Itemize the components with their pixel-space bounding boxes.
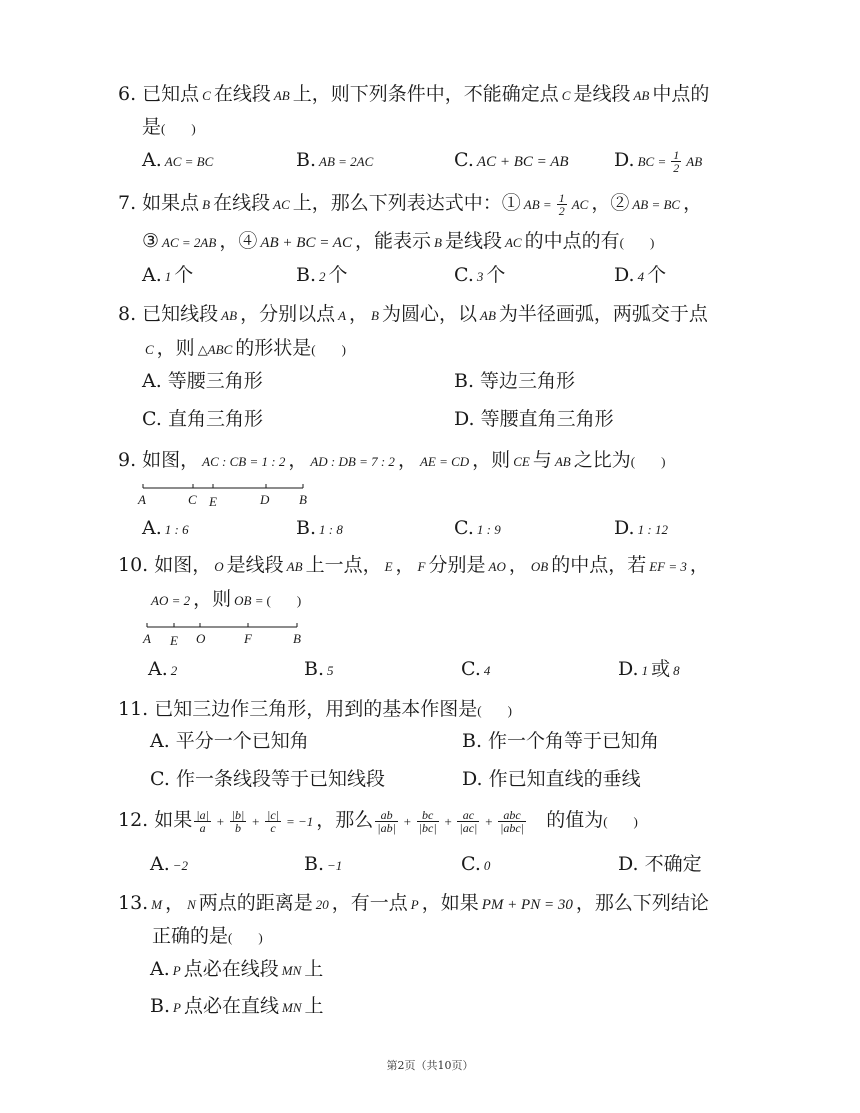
q10-option-c: C. 4: [461, 658, 491, 680]
q7-option-d: D. 4 个: [614, 264, 667, 286]
q13-stem: 13. M ， N 两点的距离是 20 ，有一点 P ，如果 PM + PN = 30 ，那么下列结论: [118, 892, 709, 914]
q13-option-a: A. P 点必在线段 MN 上: [150, 958, 324, 980]
q9-stem: 9. 如图， AC : CB = 1 : 2 ， AD : DB = 7 : 2 ， AE = CD ，则 CE 与 AB 之比为( ): [118, 449, 666, 471]
q10-label-f: F: [244, 631, 252, 646]
q7-option-b: B. 2 个: [296, 264, 348, 286]
q9-label-c: C: [188, 492, 197, 507]
q8-option-c: C. 直角三角形: [142, 408, 263, 430]
q10-figure: [142, 621, 322, 649]
q7-stem-2: ③ AC = 2AB ，④ AB + BC = AC ，能表示 B 是线段 AC 的中点的有( ): [142, 230, 655, 252]
q10-option-b: B. 5: [304, 658, 334, 680]
q10-label-e: E: [170, 633, 178, 648]
q12-option-c: C. 0: [461, 853, 491, 875]
q8-stem: 8. 已知线段 AB ，分别以点 A ， B 为圆心，以 AB 为半径画弧，两弧交于点: [118, 303, 708, 325]
q10-option-a: A. 2: [148, 658, 178, 680]
q10-stem: 10. 如图， O 是线段 AB 上一点， E ， F 分别是 AO ， OB 的中点，若 EF = 3 ，: [118, 554, 709, 576]
q6-option-d: D. BC = $\frac{1}{2}$ AB: [614, 147, 703, 175]
q12-option-d: D. 不确定: [618, 853, 702, 875]
q11-stem: 11. 已知三边作三角形，用到的基本作图是( ): [118, 698, 512, 720]
q13-option-b: B. P 点必在直线 MN 上: [150, 995, 324, 1017]
q12-option-a: A. −2: [150, 853, 189, 875]
q7-stem: 7. 如果点 B 在线段 AC 上，那么下列表达式中：① AB = $\frac{1}{2}$ AC ，② AB = BC ，: [118, 190, 703, 218]
q9-option-c: C. 1 : 9: [454, 517, 501, 539]
q9-figure: [138, 482, 318, 510]
q9-option-b: B. 1 : 8: [296, 517, 343, 539]
q10-label-o: O: [196, 631, 206, 646]
q9-label-d: D: [260, 492, 270, 507]
page-footer: 第2页（共10页）: [386, 1059, 474, 1072]
q7-option-c: C. 3 个: [454, 264, 506, 286]
q9-label-e: E: [209, 494, 217, 509]
q9-option-a: A. 1 : 6: [142, 517, 189, 539]
q6-stem-2: 是( ): [142, 116, 196, 138]
q12-stem: 12. 如果 $\frac{|a|}{a}$ + $\frac{|b|}{b}$ + $\frac{|c|}{c}$ = −1 ，那么 $\frac{ab}{|ab|}$ + $\frac{bc}{|bc|}$ + $\frac{ac}{|ac|}$ + $\frac{\text{abc}}{\text{|abc|}}$ 的值为( ): [118, 807, 638, 835]
q11-option-c: C. 作一条线段等于已知线段: [150, 768, 385, 790]
q9-label-b: B: [299, 492, 307, 507]
q6-stem: 6. 已知点 C 在线段 AB 上，则下列条件中，不能确定点 C 是线段 AB 中点的: [118, 83, 710, 105]
q9-label-a: A: [138, 492, 146, 507]
q8-option-a: A. 等腰三角形: [142, 370, 263, 392]
q10-label-b: B: [293, 631, 301, 646]
q11-option-d: D. 作已知直线的垂线: [462, 768, 641, 790]
q13-stem-2: 正确的是( ): [152, 925, 263, 947]
q8-option-d: D. 等腰直角三角形: [454, 408, 614, 430]
q11-option-b: B. 作一个角等于已知角: [462, 730, 660, 752]
q8-option-b: B. 等边三角形: [454, 370, 576, 392]
q6-option-a: A. AC = BC: [142, 149, 214, 171]
q11-option-a: A. 平分一个已知角: [150, 730, 309, 752]
q9-option-d: D. 1 : 12: [614, 517, 668, 539]
q7-option-a: A. 1 个: [142, 264, 194, 286]
q6-option-b: B. AB = 2AC: [296, 149, 374, 171]
q12-option-b: B. −1: [304, 853, 343, 875]
q6-option-c: C. AC + BC = AB: [454, 149, 569, 171]
q8-stem-2: C ，则 △ABC 的形状是( ): [145, 337, 346, 359]
q10-stem-2: AO = 2 ，则 OB = ( ): [151, 588, 302, 610]
q10-label-a: A: [143, 631, 151, 646]
q10-option-d: D. 1 或 8: [618, 658, 680, 680]
